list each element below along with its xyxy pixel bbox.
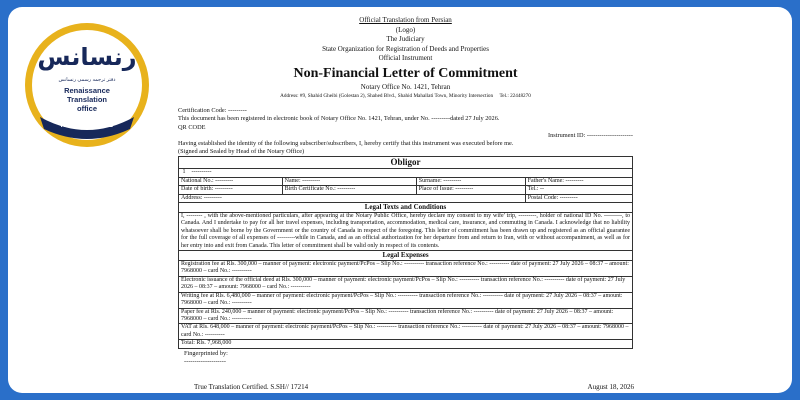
father-name: Father's Name: --------- xyxy=(525,177,632,185)
footer-date: August 18, 2026 xyxy=(587,383,634,391)
obligor-surname: Surname: --------- xyxy=(416,177,525,185)
logo-mark-text: رنسانس xyxy=(37,43,137,71)
instrument-line: Official Instrument xyxy=(378,54,433,62)
expense-item: Registration fee at Rls. 300,000 – manner of payment: electronic payment/PcPos – Slip No.: ---------- transaction reference No.: ---------- date of payment: 27 July 2026 – 08:37 – amount: 7968000 – card No.: ---------- xyxy=(179,261,633,277)
fingerprint-line: -------------------- xyxy=(184,357,226,365)
legal-expenses-heading: Legal Expenses xyxy=(179,251,633,261)
translation-title: Official Translation from Persian xyxy=(359,16,452,24)
notary-address-line xyxy=(178,92,633,100)
notary-tel: Tel.: 22448270 xyxy=(499,93,531,99)
expense-item: Writing fee at Rls. 6,480,000 – manner of payment: electronic payment/PcPos – Slip No.: ---------- transaction reference No.: ---------- date of payment: 27 July 2026 – 08:37 – amount: 7968000 – card No.: ---------- xyxy=(179,292,633,308)
instrument-id: Instrument ID: ---------------------- xyxy=(548,131,633,139)
place-of-issue: Place of Issue: --------- xyxy=(416,186,525,194)
obligor-table xyxy=(178,156,633,348)
notary-address: Address: #9, Shahid Gheibi (Golestan 2), Shahed Blvd., Shahid Mahallati Town, Minority Intersection xyxy=(280,93,494,99)
renaissance-logo xyxy=(22,21,152,149)
obligor-number-cell xyxy=(179,169,633,177)
qr-code-label: QR CODE xyxy=(178,123,206,131)
document-card xyxy=(8,7,792,393)
obligor-name: Name: --------- xyxy=(282,177,416,185)
certification-block xyxy=(178,107,633,156)
document-header xyxy=(178,16,633,100)
fingerprint-block xyxy=(184,350,633,366)
translation-document xyxy=(178,16,633,366)
notary-office: Notary Office No. 1421, Tehran xyxy=(360,82,451,91)
obligor-tel: Tel.: -- xyxy=(525,186,632,194)
expense-item: Paper fee at Rls. 240,000 – manner of payment: electronic payment/PcPos – Slip No.: ---------- transaction reference No.: ---------- date of payment: 27 July 2026 – 08:37 – amount: 7968000 – card No.: ---------- xyxy=(179,308,633,324)
judiciary-line: The Judiciary xyxy=(386,35,425,43)
certification-code: Certification Code: --------- xyxy=(178,107,247,115)
birth-certificate: Birth Certificate No.: --------- xyxy=(282,186,416,194)
legal-texts-heading: Legal Texts and Conditions xyxy=(179,203,633,213)
fingerprint-label: Fingerprinted by: xyxy=(184,349,228,357)
legal-text: I, -------- , with the above-mentioned particulars, after appearing at the Notary Public Office, hereby declare my consent to my wife' trip, ---------, holder of national ID No. ---------, to Canada. And I undertake to pay for all her travel expenses, including transportation, accommodation, medical care, insurance, and commuting in Canada. I acknowledge that no liability whatsoever shall be borne by the Government or the country of Canada in respect of the foregoing. This letter of commitment has been drawn up and registered as an official guarantee for the full coverage of all expenses of ---------while in Canada, and as an official authorization for her departure from and return to Iran, with or without accompaniment, as well as for her entry into and exit from Canada. This letter of commitment shall be valid only in respect of its contents. xyxy=(179,213,633,251)
logo-ribbon-text: RENAISSANCE xyxy=(60,122,114,129)
national-number: National No.: --------- xyxy=(179,177,283,185)
identity-statement: Having established the identity of the following subscriber/subscribers, I, hereby certify that this instrument was executed before me. xyxy=(178,140,514,148)
obligor-number: 1 xyxy=(182,169,186,176)
expense-item: Electronic issuance of the official deed at Rls. 300,000 – manner of payment: electronic payment/PcPos – Slip No.: ---------- transaction reference No.: ---------- date of payment: 27 July 2026 – 08:37 – amount: 7968000 – card No.: ---------- xyxy=(179,276,633,292)
registration-text: This document has been registered in electronic book of Notary Office No. 1421, Tehran, under No. ---------dated 27 July 2026. xyxy=(178,115,500,123)
organization-line: State Organization for Registration of Deeds and Properties xyxy=(322,44,489,53)
postal-code: Postal Code: --------- xyxy=(525,194,632,202)
obligor-address: Address: --------- xyxy=(179,194,526,202)
signed-note: (Signed and Sealed by Head of the Notary Office) xyxy=(178,148,305,156)
page-title: Non-Financial Letter of Commitment xyxy=(293,65,518,81)
logo-note: (Logo) xyxy=(395,25,416,34)
logo-line3: office xyxy=(76,104,97,113)
logo-line1: Renaissance xyxy=(64,86,110,95)
expense-item: VAT at Rls. 648,000 – manner of payment: electronic payment/PcPos – Slip No.: ---------- transaction reference No.: ---------- date of payment: 27 July 2026 – 08:37 – amount: 7968000 – card No.: ---------- xyxy=(179,324,633,340)
logo-farsi-subtitle: دفتر ترجمه رسمی رنسانس xyxy=(58,77,116,83)
date-of-birth: Date of birth: --------- xyxy=(179,186,283,194)
expenses-total: Total: Rls. 7,968,000 xyxy=(179,340,633,348)
certification-signature: True Translation Certified. S.SH// 17214 xyxy=(194,383,309,391)
logo-emblem-icon xyxy=(22,21,152,149)
logo-line2: Translation xyxy=(66,95,107,104)
obligor-heading: Obligor xyxy=(179,157,633,169)
obligor-number-blank: ---------- xyxy=(191,169,212,176)
